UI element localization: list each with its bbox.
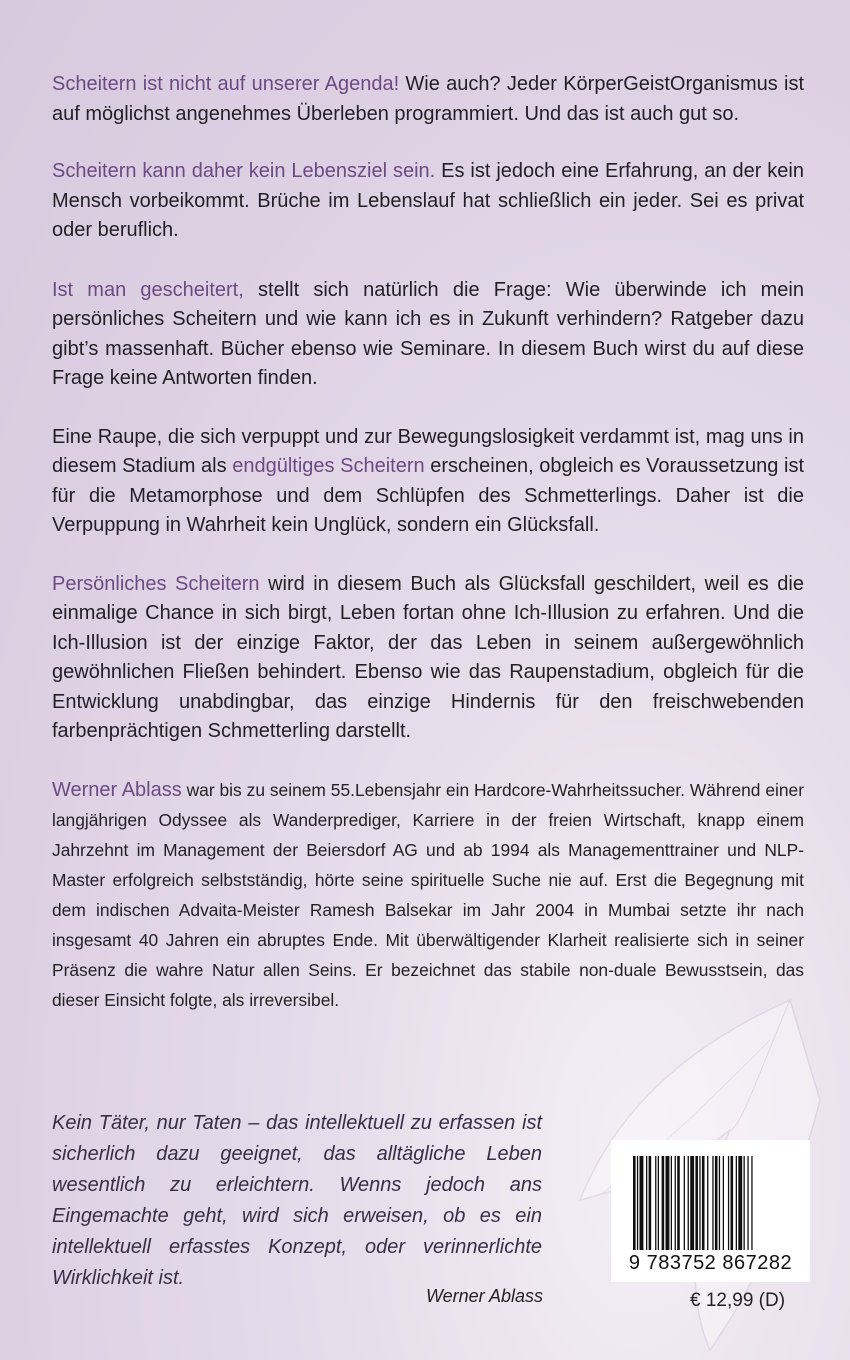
isbn-number: 9 783752 867282 xyxy=(628,1252,793,1274)
highlight-phrase: endgültiges Scheitern xyxy=(232,455,425,477)
barcode-bars xyxy=(633,1156,788,1250)
paragraph-lebensziel: Scheitern kann daher kein Lebensziel sein. Es ist jedoch eine Erfahrung, an der kein Mensch vorbeikommt. Brüche im Lebenslauf hat schließlich ein jeder. Sei es privat oder beruflich. xyxy=(52,160,804,241)
price-label: € 12,99 (D) xyxy=(690,1290,786,1311)
paragraph-raupe: Eine Raupe, die sich verpuppt und zur Bewegungslosigkeit verdammt ist, mag uns in diesem Stadium als endgültiges Scheitern erscheinen, obgleich es Voraussetzung ist für die Metamorphose und dem Schlüpfen des Schmetterlings. Daher ist die Verpuppung in Wahrheit kein Unglück, sondern ein Glücksfall. xyxy=(52,425,805,536)
author-quote: Kein Täter, nur Taten – das intellektuell zu erfassen ist sicherlich dazu geeignet, das alltägliche Leben wesentlich zu erleichtern. Wenns jedoch ans Eingemachte geht, wird sich erweisen, ob es ein intellektuell erfasstes Konzept, oder verinnerlichte Wirklichkeit ist. xyxy=(52,1112,542,1289)
paragraph-persoenliches-scheitern: Persönliches Scheitern wird in diesem Buch als Glücksfall geschildert, weil es die einmalige Chance in sich birgt, Leben fortan ohne Ich-Illusion zu erfahren. Und die Ich-Illusion ist der einzige Faktor, der das Leben in seinem außergewöhnlich gewöhnlichen Fließen behindert. Ebenso wie das Raupenstadium, obgleich für die Entwicklung unabdingbar, das einzige Hindernis für den freischwebenden farbenprächtigen Schmetterling darstellt. xyxy=(52,572,804,742)
highlight-phrase: Persönliches Scheitern xyxy=(52,572,260,595)
paragraph-gescheitert: Ist man gescheitert, stellt sich natürlich die Frage: Wie überwinde ich mein persönliches Scheitern und wie kann ich es in Zukunft verhindern? Ratgeber dazu gibt’s massenhaft. Bücher ebenso wie Seminare. In diesem Buch wirst du auf diese Frage keine Antworten finden. xyxy=(52,278,804,389)
highlight-phrase: Ist man gescheitert, xyxy=(52,278,244,301)
isbn-barcode xyxy=(611,1140,810,1282)
highlight-phrase: Scheitern ist nicht auf unserer Agenda! xyxy=(52,73,400,95)
paragraph-agenda: Scheitern ist nicht auf unserer Agenda! Wie auch? Jeder KörperGeistOrganismus ist auf möglichst angenehmes Überleben programmiert. Und das ist auch gut so. xyxy=(52,73,804,125)
back-cover-text xyxy=(52,70,804,1015)
author-bio: Werner Ablass war bis zu seinem 55.Lebensjahr ein Hardcore-Wahrheitssucher. Während einer langjährigen Odyssee als Wanderprediger, Karriere in der freien Wirtschaft, knapp einem Jahrzehnt im Management der Beiersdorf AG und ab 1994 als Managementtrainer und NLP-Master erfolgreich selbstständig, hörte seine spirituelle Suche nie auf. Erst die Begegnung mit dem indischen Advaita-Meister Ramesh Balsekar im Jahr 2004 in Mumbai setzte ihr nach insgesamt 40 Jahren ein abruptes Ende. Mit überwältigender Klarheit realisierte sich in seiner Präsenz die wahre Natur allen Seins. Er bezeichnet das stabile non-duale Bewusstsein, das dieser Einsicht folgte, als irreversibel. xyxy=(52,778,805,1010)
highlight-phrase: Scheitern kann daher kein Lebensziel sein. xyxy=(52,160,436,182)
quote-signature: Werner Ablass xyxy=(425,1286,543,1306)
author-name: Werner Ablass xyxy=(52,778,182,801)
